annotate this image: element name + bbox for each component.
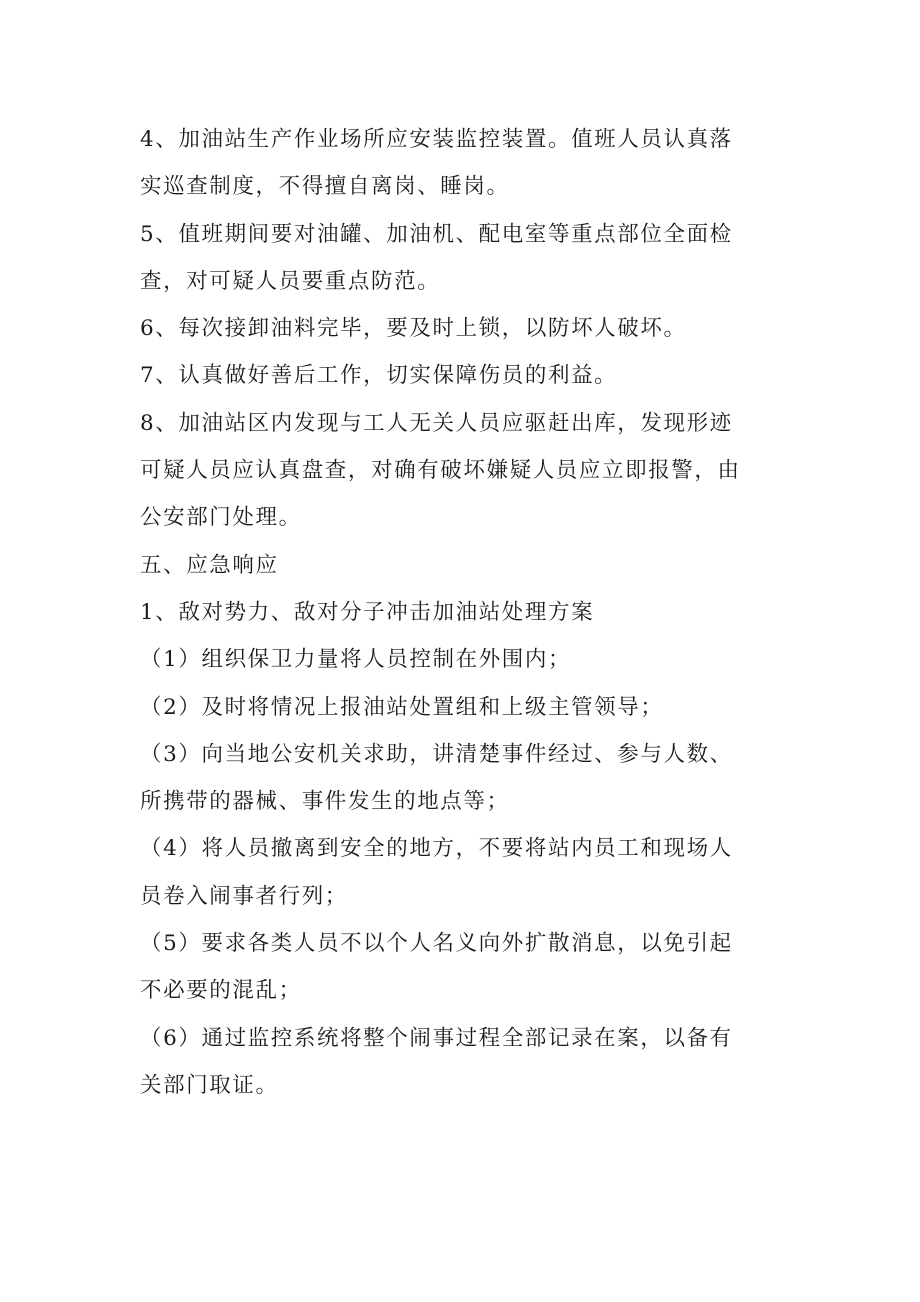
list-item-6 [140, 1015, 800, 1110]
text-line: （5）要求各类人员不以个人名义向外扩散消息，以免引起 [140, 931, 733, 957]
text-line: 所携带的器械、事件发生的地点等； [140, 789, 510, 815]
list-item-2 [140, 684, 800, 731]
section-heading [140, 542, 800, 589]
list-item-3 [140, 731, 800, 826]
paragraph-item-8 [140, 400, 800, 542]
text-line: 6、每次接卸油料完毕，要及时上锁，以防坏人破坏。 [140, 316, 687, 342]
paragraph-item-6 [140, 305, 800, 352]
text-line: 1、敌对势力、敌对分子冲击加油站处理方案 [140, 599, 595, 625]
text-line: 5、值班期间要对油罐、加油机、配电室等重点部位全面检 [140, 221, 733, 247]
text-line: （2）及时将情况上报油站处置组和上级主管领导； [140, 694, 664, 720]
list-item-4 [140, 825, 800, 920]
text-line: 关部门取证。 [140, 1072, 279, 1098]
text-line: （4）将人员撤离到安全的地方，不要将站内员工和现场人 [140, 836, 733, 862]
text-line: 不必要的混乱； [140, 978, 302, 1004]
text-line: 7、认真做好善后工作，切实保障伤员的利益。 [140, 363, 618, 389]
text-line: 4、加油站生产作业场所应安装监控装置。值班人员认真落 [140, 127, 733, 152]
paragraph-item-4 [140, 116, 800, 211]
text-line: 查，对可疑人员要重点防范。 [140, 268, 441, 294]
subsection-heading [140, 589, 800, 636]
list-item-5 [140, 920, 800, 1015]
document-body [140, 116, 800, 1109]
text-line: 实巡查制度，不得擅自离岗、睡岗。 [140, 174, 510, 200]
paragraph-item-7 [140, 352, 800, 399]
text-line: （6）通过监控系统将整个闹事过程全部记录在案，以备有 [140, 1025, 733, 1051]
text-line: 8、加油站区内发现与工人无关人员应驱赶出库，发现形迹 [140, 410, 733, 436]
paragraph-item-5 [140, 211, 800, 306]
text-line: 可疑人员应认真盘查，对确有破坏嫌疑人员应立即报警，由 [140, 458, 741, 484]
text-line: 公安部门处理。 [140, 505, 302, 531]
list-item-1 [140, 636, 800, 683]
text-line: （1）组织保卫力量将人员控制在外围内； [140, 647, 572, 673]
text-line: 五、应急响应 [140, 552, 279, 578]
text-line: 员卷入闹事者行列； [140, 883, 348, 909]
text-line: （3）向当地公安机关求助，讲清楚事件经过、参与人数、 [140, 741, 733, 767]
